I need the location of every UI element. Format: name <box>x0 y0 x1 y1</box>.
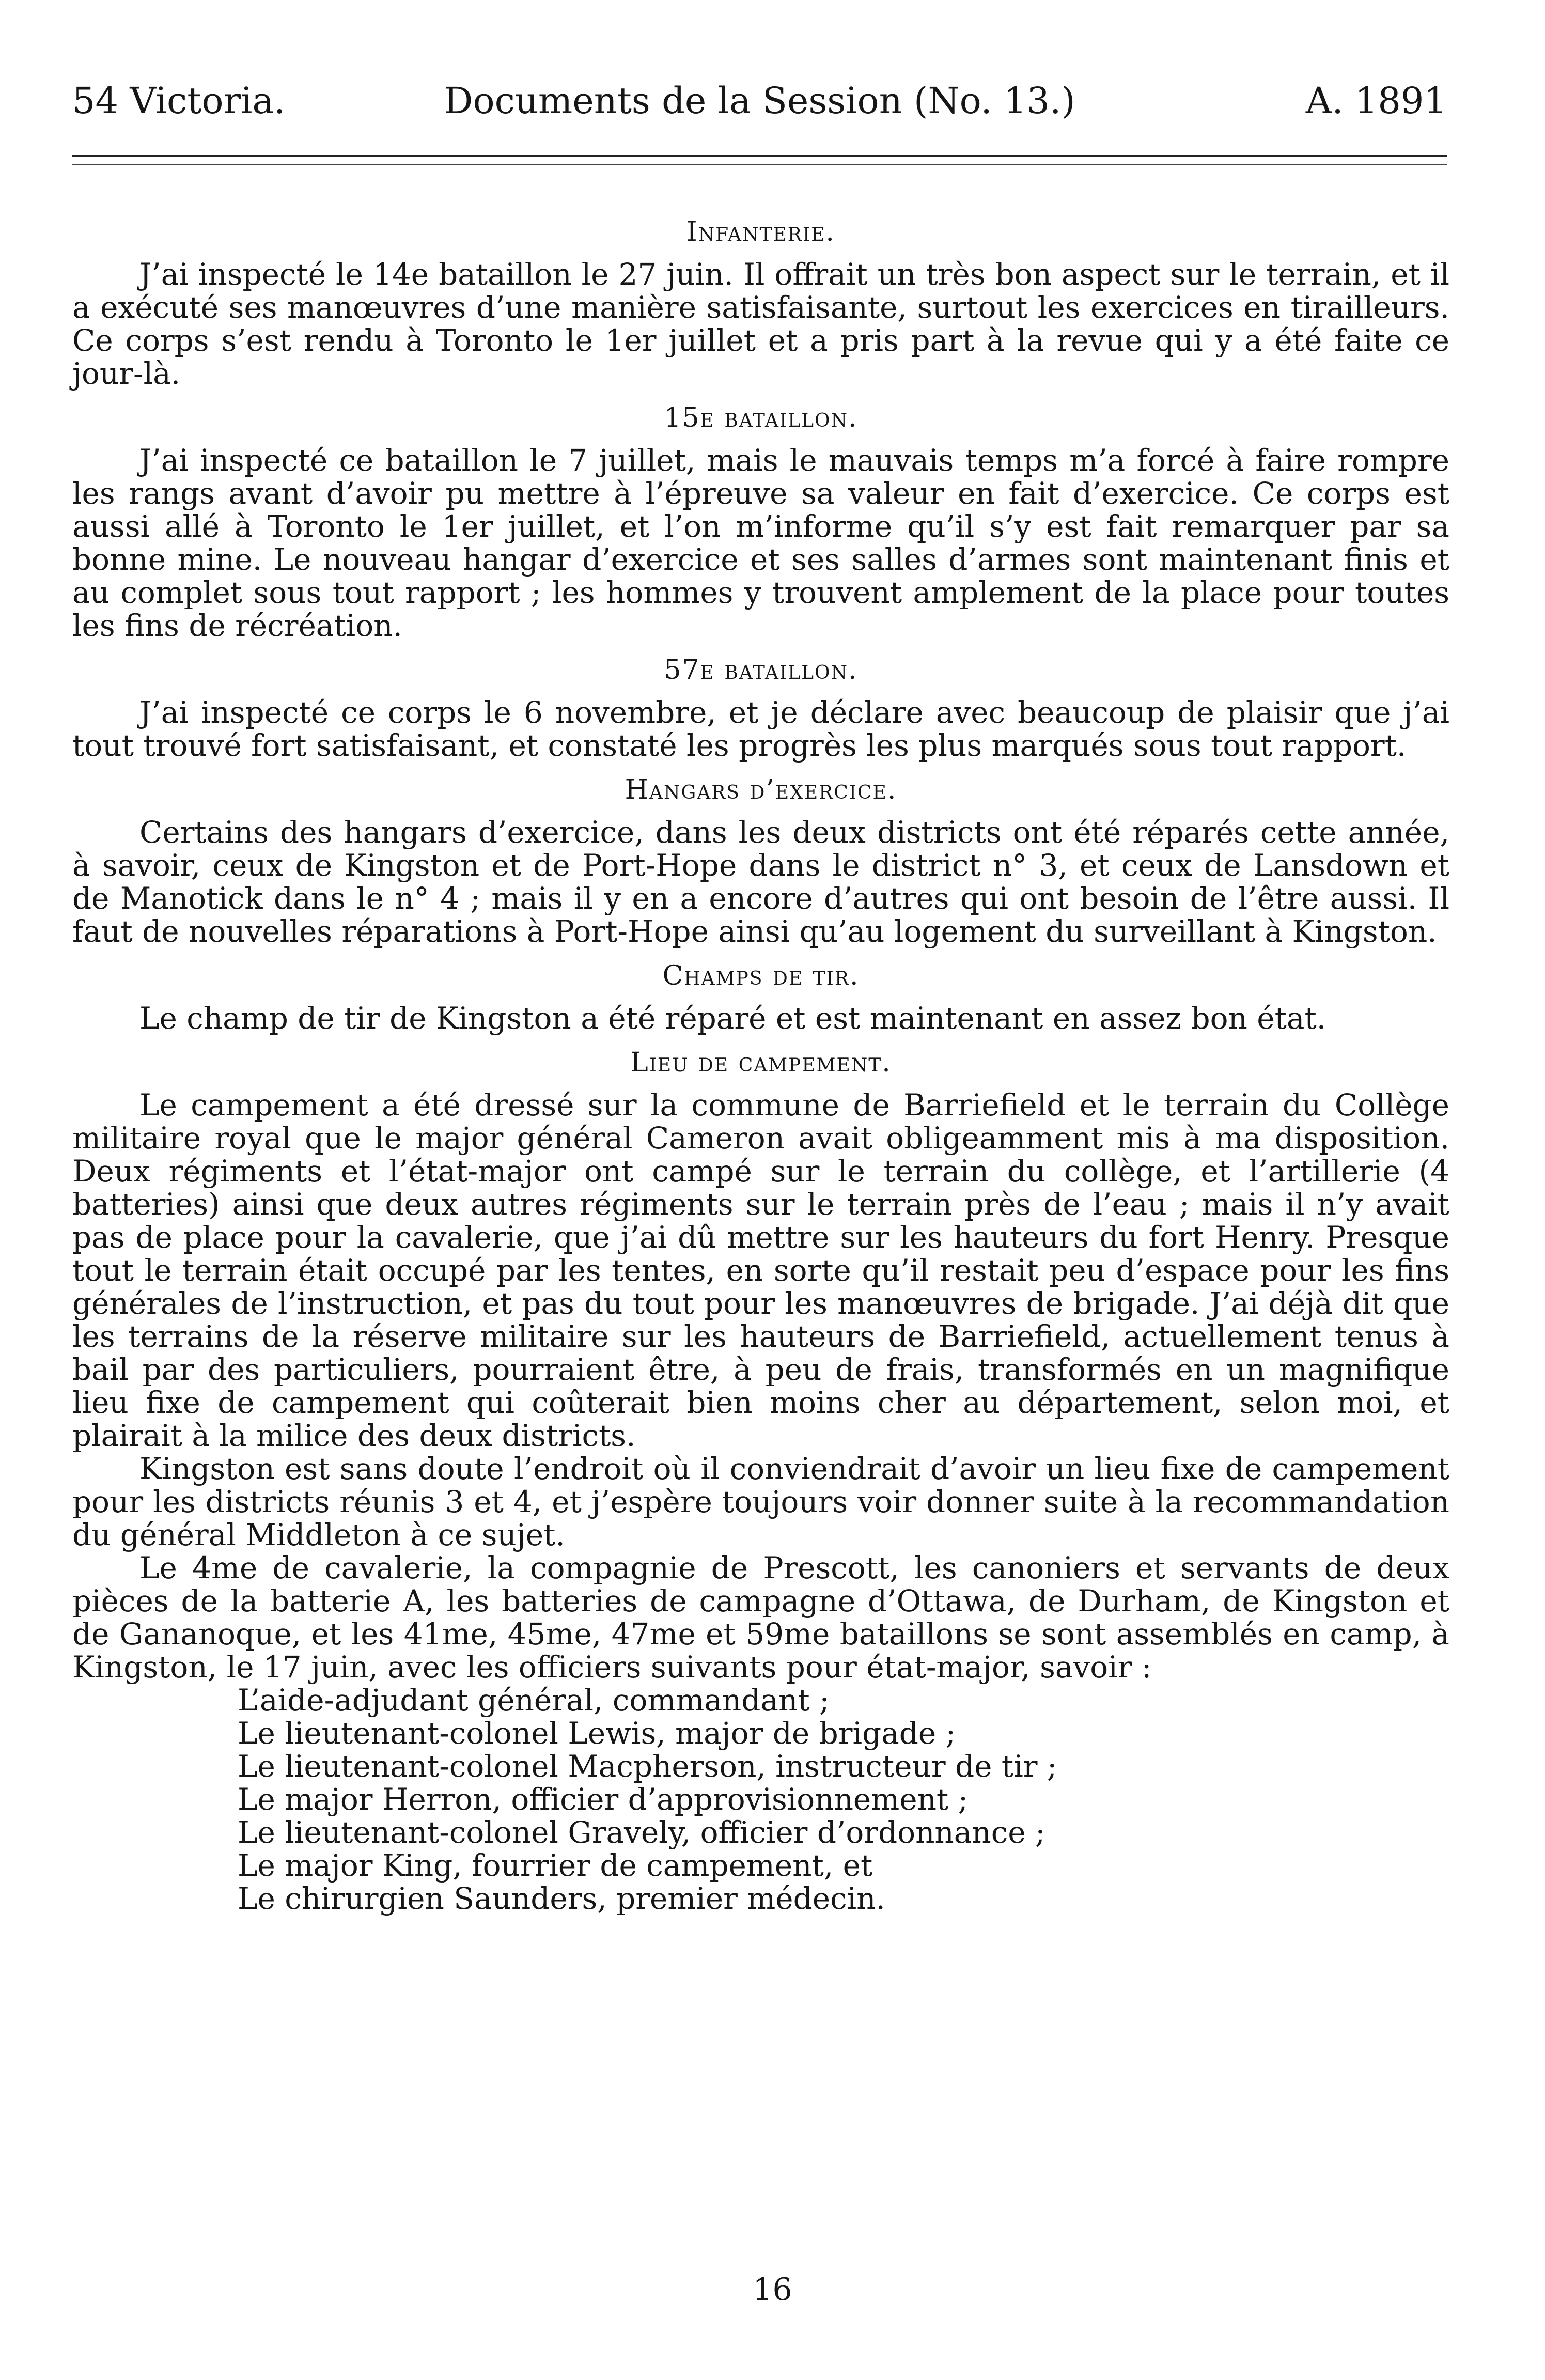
staff-list-item: Le chirurgien Saunders, premier médecin. <box>238 1881 885 1916</box>
running-header <box>72 72 1447 129</box>
paragraph: Kingston est sans doute l’endroit où il conviendrait d’avoir un lieu fixe de campement pour les districts réunis 3 et 4, et j’espère toujours voir donner suite à la recommandation du général Middleton à ce sujet. <box>72 1451 1449 1552</box>
section-hangars-exercice <box>72 773 1449 948</box>
staff-list-item: Le major King, fourrier de campement, et <box>238 1848 873 1883</box>
staff-list-item: Le lieutenant-colonel Lewis, major de brigade ; <box>238 1716 956 1751</box>
paragraph: Certains des hangars d’exercice, dans les deux districts ont été réparés cette année, à savoir, ceux de Kingston et de Port-Hope dans le district n° 3, et ceux de Lansdown et de Manotick dans le n° 4 ; mais il y en a encore d’autres qui ont besoin de l’être aussi. Il faut de nouvelles réparations à Port-Hope ainsi qu’au logement du surveillant à Kingston. <box>72 815 1449 949</box>
section-57e-bataillon <box>72 654 1449 762</box>
paragraph: J’ai inspecté le 14e bataillon le 27 juin. Il offrait un très bon aspect sur le terrain, et il a exécuté ses manœuvres d’une manière satisfaisante, surtout les exercices en tirailleurs. Ce corps s’est rendu à Toronto le 1er juillet et a pris part à la revue qui y a été faite ce jour-là. <box>72 257 1449 391</box>
staff-list-item: L’aide-adjudant général, commandant ; <box>238 1683 830 1718</box>
section-infanterie <box>72 215 1449 390</box>
staff-list <box>72 1684 1449 1915</box>
paragraph: J’ai inspecté ce corps le 6 novembre, et je déclare avec beaucoup de plaisir que j’ai tout trouvé fort satisfaisant, et constaté les progrès les plus marqués sous tout rapport. <box>72 695 1449 763</box>
section-heading: Champs de tir. <box>662 960 860 991</box>
header-year: A. 1891 <box>1305 80 1447 122</box>
section-champs-de-tir <box>72 959 1449 1035</box>
section-heading: 15e bataillon. <box>664 402 858 433</box>
section-heading: 57e bataillon. <box>664 655 858 686</box>
section-heading: Lieu de campement. <box>630 1047 892 1078</box>
header-title: Documents de la Session (No. 13.) <box>444 80 1075 122</box>
document-body <box>72 204 1449 1915</box>
section-heading: Hangars d’exercice. <box>625 774 897 805</box>
section-lieu-de-campement <box>72 1046 1449 1915</box>
paragraph: Le champ de tir de Kingston a été réparé et est maintenant en assez bon état. <box>139 1001 1326 1036</box>
header-rule-secondary <box>72 164 1447 165</box>
staff-list-item: Le lieutenant-colonel Gravely, officier d’ordonnance ; <box>238 1815 1045 1850</box>
staff-list-item: Le lieutenant-colonel Macpherson, instructeur de tir ; <box>238 1749 1057 1784</box>
paragraph: Le campement a été dressé sur la commune de Barriefield et le terrain du Collège militaire royal que le major général Cameron avait obligeamment mis à ma disposition. Deux régiments et l’état-major ont campé sur le terrain du collège, et l’artillerie (4 batteries) ainsi que deux autres régiments sur le terrain près de l’eau ; mais il n’y avait pas de place pour la cavalerie, que j’ai dû mettre sur les hauteurs du fort Henry. Presque tout le terrain était occupé par les tentes, en sorte qu’il restait peu d’espace pour les fins générales de l’instruction, et pas du tout pour les manœuvres de brigade. J’ai déjà dit que les terrains de la réserve militaire sur les hauteurs de Barriefield, actuellement tenus à bail par des particuliers, pourraient être, à peu de frais, transformés en un magnifique lieu fixe de campement qui coûterait bien moins cher au département, selon moi, et plairait à la milice des deux districts. <box>72 1087 1449 1453</box>
paragraph: Le 4me de cavalerie, la compagnie de Prescott, les canoniers et servants de deux pièces de la batterie A, les batteries de campagne d’Ottawa, de Durham, de Kingston et de Gananoque, et les 41me, 45me, 47me et 59me bataillons se sont assemblés en camp, à Kingston, le 17 juin, avec les officiers suivants pour état-major, savoir : <box>72 1550 1449 1685</box>
page-number: 16 <box>753 2272 792 2308</box>
header-volume: 54 Victoria. <box>72 80 286 122</box>
paragraph: J’ai inspecté ce bataillon le 7 juillet, mais le mauvais temps m’a forcé à faire rompre les rangs avant d’avoir pu mettre à l’épreuve sa valeur en fait d’exercice. Ce corps est aussi allé à Toronto le 1er juillet, et l’on m’informe qu’il s’y est fait remarquer par sa bonne mine. Le nouveau hangar d’exercice et ses salles d’armes sont maintenant finis et au complet sous tout rapport ; les hommes y trouvent amplement de la place pour toutes les fins de récréation. <box>72 443 1449 643</box>
section-15e-bataillon <box>72 401 1449 642</box>
header-rule <box>72 155 1447 157</box>
section-heading: Infanterie. <box>686 216 835 247</box>
staff-list-item: Le major Herron, officier d’approvisionnement ; <box>238 1782 969 1817</box>
